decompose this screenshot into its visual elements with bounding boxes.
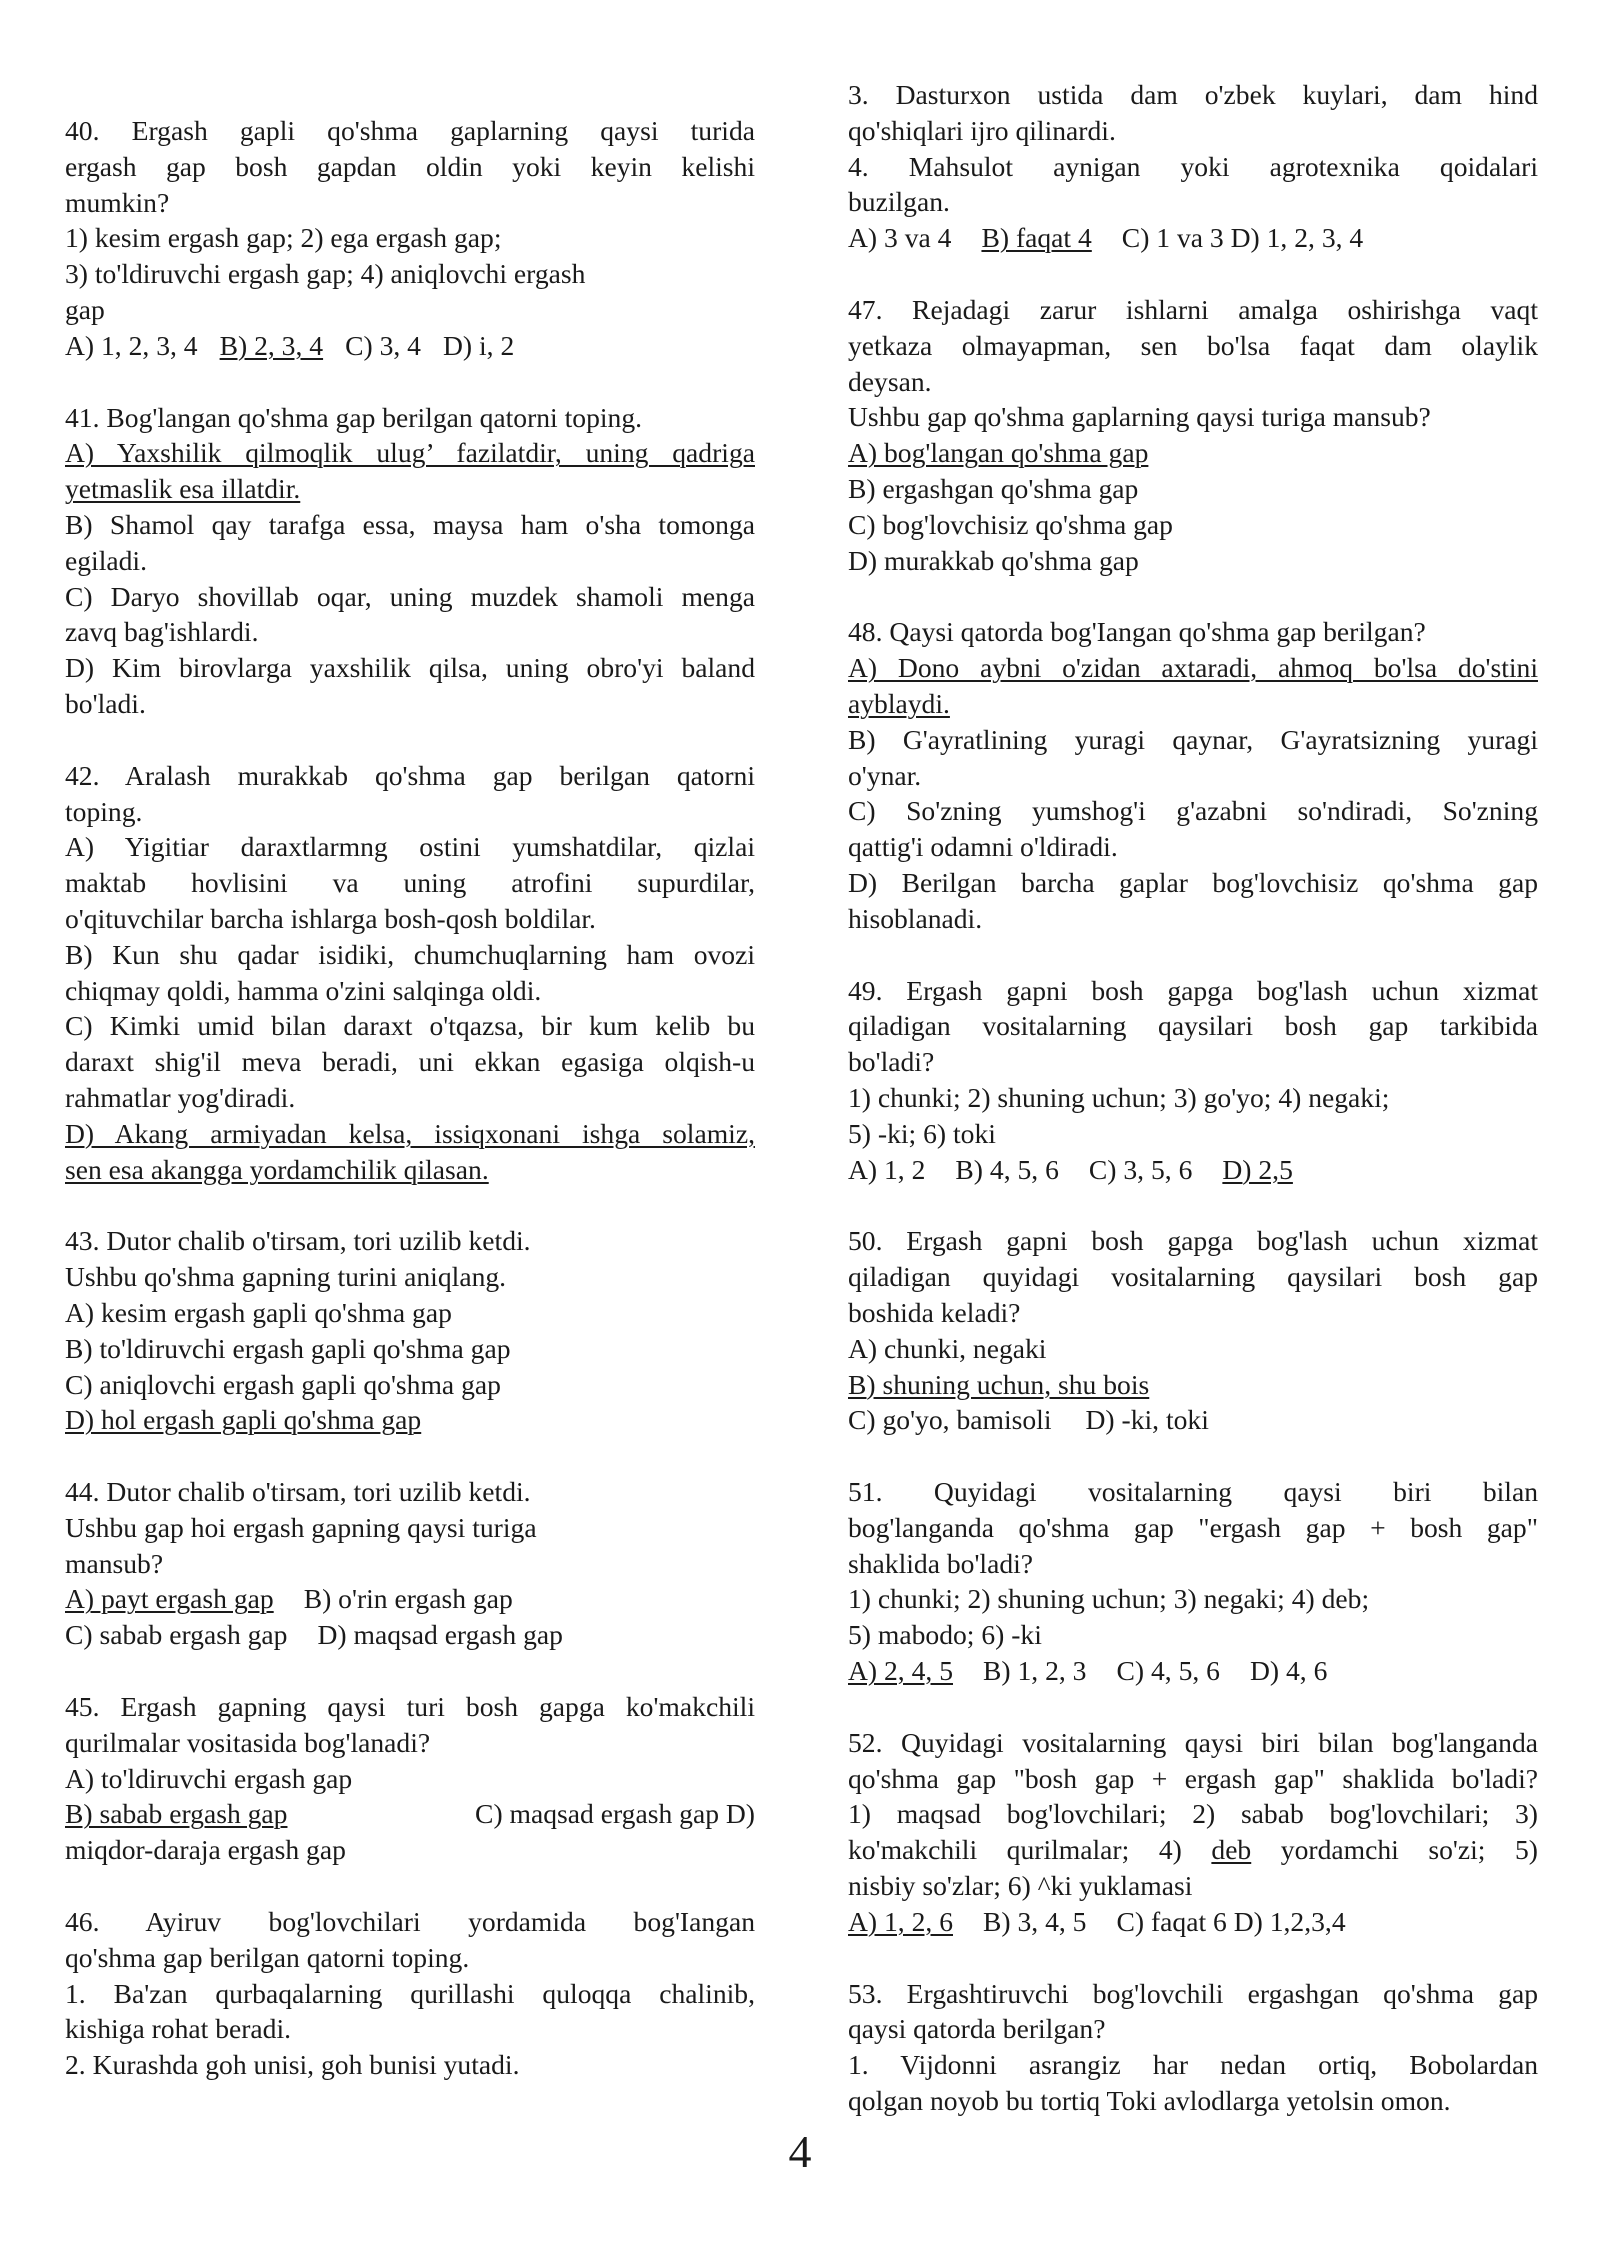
question-47 <box>848 292 1538 578</box>
q46-sentence-3-cont: qo'shiqlari ijro qilinardi. <box>848 114 1116 146</box>
q48-option-c-cont: qattig'i odamni o'ldiradi. <box>848 831 1118 863</box>
q45-options-bc <box>65 1796 755 1832</box>
q41-line-1: 41. Bog'langan qo'shma gap berilgan qatorni toping. <box>65 401 643 433</box>
q44-line-1: 44. Dutor chalib o'tirsam, tori uzilib ketdi. <box>65 1476 531 1508</box>
q41-option-b-cont: egiladi. <box>65 544 147 576</box>
q47-option-a-correct: A) bog'langan qo'shma gap <box>848 437 1149 469</box>
q42-option-a-cont-2: o'qituvchilar barcha ishlarga bosh-qosh boldilar. <box>65 902 596 934</box>
q50-line-1: 50. Ergash gapni bosh gapga bog'lash uchun xizmat <box>848 1225 1538 1257</box>
q45-option-c: C) maqsad ergash gap D) <box>475 1798 755 1830</box>
q41-option-c: C) Daryo shovillab oqar, uning muzdek shamoli menga <box>65 580 755 612</box>
q49-line-1: 49. Ergash gapni bosh gapga bog'lash uchun xizmat <box>848 974 1538 1006</box>
question-41 <box>65 400 755 722</box>
q51-line-1: 51. Quyidagi vositalarning qaysi biri bilan <box>848 1476 1538 1508</box>
q40-line-2: ergash gap bosh gapdan oldin yoki keyin kelishi <box>65 150 755 182</box>
q44-option-b: B) o'rin ergash gap <box>303 1583 513 1615</box>
q49-option-a: A) 1, 2 <box>848 1153 926 1185</box>
q49-option-c: C) 3, 5, 6 <box>1088 1153 1193 1185</box>
q40-option-b-correct: B) 2, 3, 4 <box>219 329 324 361</box>
q52-line-2: qo'shma gap "bosh gap + ergash gap" shaklida bo'ladi? <box>848 1762 1538 1794</box>
q43-option-b: B) to'ldiruvchi ergash gapli qo'shma gap <box>65 1332 511 1364</box>
q44-options-ab <box>65 1581 755 1617</box>
q45-option-d: miqdor-daraja ergash gap <box>65 1834 346 1866</box>
q42-option-d-cont: sen esa akangga yordamchilik qilasan. <box>65 1153 489 1185</box>
q52-deb-word: deb <box>1211 1834 1252 1866</box>
q52-line-4-start: ko'makchili qurilmalar; 4) <box>848 1834 1212 1866</box>
q47-option-c: C) bog'lovchisiz qo'shma gap <box>848 508 1173 540</box>
q40-line-1: 40. Ergash gapli qo'shma gaplarning qaysi turida <box>65 115 755 146</box>
q52-option-cd: C) faqat 6 D) 1,2,3,4 <box>1116 1905 1346 1937</box>
q42-option-a-cont-1: maktab hovlisini va uning atrofini supurdilar, <box>65 867 755 899</box>
q47-line-2: yetkaza olmayapman, sen bo'lsa faqat dam olaylik <box>848 329 1538 361</box>
right-column <box>848 77 1538 2155</box>
q43-option-c: C) aniqlovchi ergash gapli qo'shma gap <box>65 1368 501 1400</box>
q50-option-a: A) chunki, negaki <box>848 1332 1047 1364</box>
q53-line-1: 53. Ergashtiruvchi bog'lovchili ergashgan qo'shma gap <box>848 1977 1538 2009</box>
q53-line-2: qaysi qatorda berilgan? <box>848 2013 1106 2045</box>
q47-line-3: deysan. <box>848 365 932 397</box>
q43-line-2: Ushbu qo'shma gapning turini aniqlang. <box>65 1261 507 1293</box>
q51-line-4: 1) chunki; 2) shuning uchun; 3) negaki; 4) deb; <box>848 1583 1370 1615</box>
q46-option-a: A) 3 va 4 <box>848 222 952 254</box>
q50-line-2: qiladigan quyidagi vositalarning qaysilari bosh gap <box>848 1261 1538 1293</box>
q47-line-4: Ushbu gap qo'shma gaplarning qaysi turiga mansub? <box>848 401 1431 433</box>
q42-option-d-correct: D) Akang armiyadan kelsa, issiqxonani ishga solamiz, <box>65 1117 755 1149</box>
q49-line-4: 1) chunki; 2) shuning uchun; 3) go'yo; 4) negaki; <box>848 1081 1390 1113</box>
q48-option-c: C) So'zning yumshog'i g'azabni so'ndiradi, So'zning <box>848 795 1538 827</box>
q44-line-3: mansub? <box>65 1547 164 1579</box>
q48-option-b-cont: o'ynar. <box>848 759 922 791</box>
q41-option-c-cont: zavq bag'ishlardi. <box>65 616 259 648</box>
q48-option-d: D) Berilgan barcha gaplar bog'lovchisiz qo'shma gap <box>848 866 1538 898</box>
q49-option-d-correct: D) 2,5 <box>1222 1153 1293 1185</box>
q45-line-2: qurilmalar vositasida bog'lanadi? <box>65 1726 431 1758</box>
q42-option-b-cont: chiqmay qoldi, hamma o'zini salqinga oldi. <box>65 974 542 1006</box>
q50-option-b-correct: B) shuning uchun, shu bois <box>848 1368 1150 1400</box>
question-42 <box>65 758 755 1188</box>
q40-option-c: C) 3, 4 <box>345 329 421 361</box>
q46-sentence-3: 3. Dasturxon ustida dam o'zbek kuylari, dam hind <box>848 79 1538 110</box>
q46-sentence-1: 1. Ba'zan qurbaqalarning qurillashi quloqqa chalinib, <box>65 1977 755 2009</box>
question-52 <box>848 1725 1538 1940</box>
q46-line-1: 46. Ayiruv bog'lovchilari yordamida bog'Iangan <box>65 1906 755 1938</box>
q44-line-2: Ushbu gap hoi ergash gapning qaysi turiga <box>65 1511 537 1543</box>
q52-option-b: B) 3, 4, 5 <box>983 1905 1087 1937</box>
q40-line-4: 1) kesim ergash gap; 2) ega ergash gap; <box>65 222 502 254</box>
q48-option-b: B) G'ayratlining yuragi qaynar, G'ayratsizning yuragi <box>848 723 1538 755</box>
q41-option-b: B) Shamol qay tarafga essa, maysa ham o'sha tomonga <box>65 508 755 540</box>
question-40 <box>65 113 755 364</box>
q41-option-d: D) Kim birovlarga yaxshilik qilsa, uning obro'yi baland <box>65 652 755 684</box>
q40-line-3: mumkin? <box>65 186 170 218</box>
q50-line-3: boshida keladi? <box>848 1296 1021 1328</box>
question-44 <box>65 1474 755 1653</box>
q46-options <box>848 220 1538 256</box>
q46-sentence-2: 2. Kurashda goh unisi, goh bunisi yutadi. <box>65 2049 520 2081</box>
q48-line-1: 48. Qaysi qatorda bog'Iangan qo'shma gap berilgan? <box>848 616 1426 648</box>
q47-option-b: B) ergashgan qo'shma gap <box>848 472 1139 504</box>
q42-option-b: B) Kun shu qadar isidiki, chumchuqlarning ham ovozi <box>65 938 755 970</box>
question-50 <box>848 1223 1538 1438</box>
q46-sentence-4: 4. Mahsulot aynigan yoki agrotexnika qoidalari <box>848 150 1538 182</box>
q44-option-c: C) sabab ergash gap <box>65 1619 288 1651</box>
q46-line-2: qo'shma gap berilgan qatorni toping. <box>65 1941 470 1973</box>
q51-option-c: C) 4, 5, 6 <box>1116 1655 1220 1687</box>
q52-line-3: 1) maqsad bog'lovchilari; 2) sabab bog'lovchilari; 3) <box>848 1798 1538 1830</box>
q44-option-a-correct: A) payt ergash gap <box>65 1583 274 1615</box>
q41-option-d-cont: bo'ladi. <box>65 687 146 719</box>
q49-line-5: 5) -ki; 6) toki <box>848 1117 996 1149</box>
q52-line-1: 52. Quyidagi vositalarning qaysi biri bilan bog'langanda <box>848 1726 1538 1758</box>
q49-line-3: bo'ladi? <box>848 1046 935 1078</box>
q46-option-cd: C) 1 va 3 D) 1, 2, 3, 4 <box>1121 222 1364 254</box>
q49-options <box>848 1152 1538 1188</box>
q52-line-4-end: yordamchi so'zi; 5) <box>1251 1834 1538 1866</box>
q52-line-5: nisbiy so'zlar; 6) ^ki yuklamasi <box>848 1870 1193 1902</box>
q42-option-c-cont-2: rahmatlar yog'diradi. <box>65 1081 296 1113</box>
q52-options <box>848 1904 1538 1940</box>
q42-line-1: 42. Aralash murakkab qo'shma gap berilgan qatorni <box>65 759 755 791</box>
q41-option-a-cont: yetmaslik esa illatdir. <box>65 473 301 505</box>
q42-option-c-cont-1: daraxt shig'il meva beradi, uni ekkan egasiga olqish-u <box>65 1046 755 1078</box>
q42-line-2: toping. <box>65 795 143 827</box>
q45-line-1: 45. Ergash gapning qaysi turi bosh gapga ko'makchili <box>65 1691 755 1723</box>
question-43 <box>65 1223 755 1438</box>
q48-option-a-correct: A) Dono aybni o'zidan axtaradi, ahmoq bo'lsa do'stini <box>848 652 1538 684</box>
page-number: 4 <box>788 2126 812 2177</box>
q46-sentence-1-cont: kishiga rohat beradi. <box>65 2013 292 2045</box>
q41-option-a-correct: A) Yaxshilik qilmoqlik ulug’ fazilatdir, uning qadriga <box>65 437 755 469</box>
q53-sentence-1: 1. Vijdonni asrangiz har nedan ortiq, Bobolardan <box>848 2049 1538 2081</box>
question-46-continued <box>848 77 1538 256</box>
q43-option-a: A) kesim ergash gapli qo'shma gap <box>65 1296 452 1328</box>
q47-line-1: 47. Rejadagi zarur ishlarni amalga oshirishga vaqt <box>848 293 1538 325</box>
q51-line-5: 5) mabodo; 6) -ki <box>848 1619 1042 1651</box>
q53-sentence-1-cont: qolgan noyob bu tortiq Toki avlodlarga yetolsin omon. <box>848 2085 1451 2117</box>
q50-option-c: C) go'yo, bamisoli <box>848 1404 1052 1436</box>
q50-options-cd <box>848 1402 1538 1438</box>
q45-option-a: A) to'ldiruvchi ergash gap <box>65 1762 353 1794</box>
q40-line-6: gap <box>65 293 105 325</box>
q51-option-b: B) 1, 2, 3 <box>983 1655 1087 1687</box>
q42-option-c: C) Kimki umid bilan daraxt o'tqazsa, bir kum kelib bu <box>65 1010 755 1042</box>
q43-line-1: 43. Dutor chalib o'tirsam, tori uzilib ketdi. <box>65 1225 531 1257</box>
question-46 <box>65 1904 755 2083</box>
q48-option-a-cont: ayblaydi. <box>848 687 950 719</box>
q49-option-b: B) 4, 5, 6 <box>955 1153 1059 1185</box>
q44-option-d: D) maqsad ergash gap <box>317 1619 563 1651</box>
q52-line-4 <box>848 1832 1538 1868</box>
question-45 <box>65 1689 755 1868</box>
q52-option-a-correct: A) 1, 2, 6 <box>848 1905 953 1937</box>
q49-line-2: qiladigan vositalarning qaysilari bosh gap tarkibida <box>848 1010 1538 1042</box>
q44-options-cd <box>65 1617 755 1653</box>
q51-option-a-correct: A) 2, 4, 5 <box>848 1655 953 1687</box>
q51-options <box>848 1653 1538 1689</box>
q51-line-3: shaklida bo'ladi? <box>848 1547 1034 1579</box>
q40-line-5: 3) to'ldiruvchi ergash gap; 4) aniqlovchi ergash <box>65 258 586 290</box>
q45-option-b-correct: B) sabab ergash gap <box>65 1798 288 1830</box>
left-column <box>65 113 755 2119</box>
q48-option-d-cont: hisoblanadi. <box>848 902 983 934</box>
q47-option-d: D) murakkab qo'shma gap <box>848 544 1139 576</box>
q40-option-d: D) i, 2 <box>442 329 515 361</box>
q46-sentence-4-cont: buzilgan. <box>848 186 950 218</box>
q42-option-a: A) Yigitiar daraxtlarmng ostini yumshatdilar, qizlai <box>65 831 755 863</box>
q51-option-d: D) 4, 6 <box>1249 1655 1328 1687</box>
q43-option-d-correct: D) hol ergash gapli qo'shma gap <box>65 1404 422 1436</box>
q40-options <box>65 328 755 364</box>
question-51 <box>848 1474 1538 1689</box>
question-49 <box>848 973 1538 1188</box>
q51-line-2: bog'langanda qo'shma gap "ergash gap + bosh gap" <box>848 1511 1538 1543</box>
question-53 <box>848 1976 1538 2119</box>
q46-option-b-correct: B) faqat 4 <box>981 222 1092 254</box>
q50-option-d: D) -ki, toki <box>1085 1404 1209 1436</box>
q40-option-a: A) 1, 2, 3, 4 <box>65 329 198 361</box>
question-48 <box>848 614 1538 936</box>
